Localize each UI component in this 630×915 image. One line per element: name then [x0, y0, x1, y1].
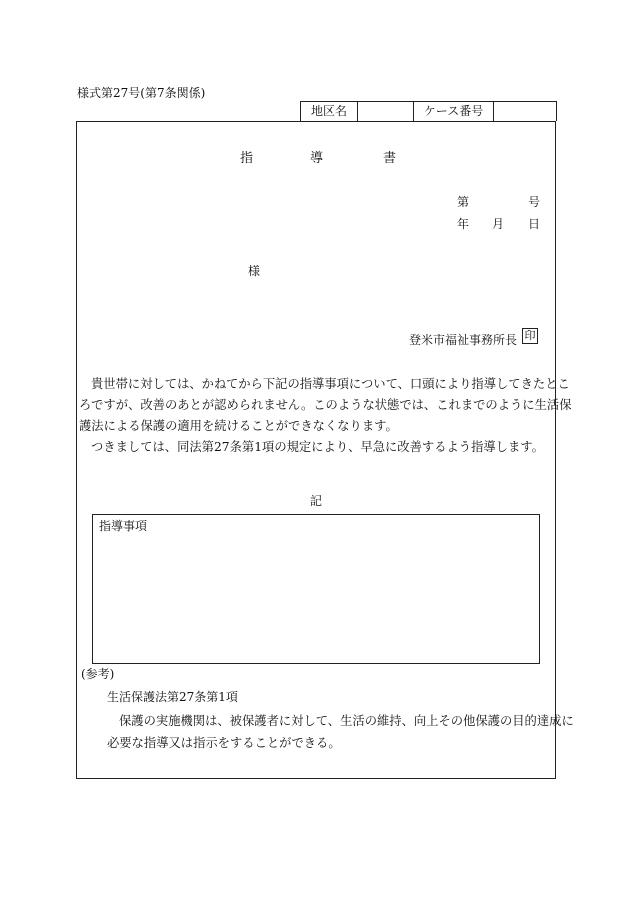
law-line: 必要な指導又は指示をすることができる。 — [107, 736, 341, 750]
case-number-field[interactable] — [494, 102, 556, 121]
date-month: 月 — [492, 217, 505, 231]
document-number-prefix: 第 — [457, 195, 470, 209]
date-year: 年 — [457, 217, 470, 231]
guidance-items-label: 指導事項 — [99, 519, 148, 533]
reference-label: (参考) — [81, 667, 115, 681]
sender-name: 登米市福祉事務所長 — [409, 333, 518, 347]
document-number-suffix: 号 — [528, 195, 541, 209]
title-char-3: 書 — [383, 151, 397, 166]
body-line: ろですが、改善のあとが認められません。このような状態では、これまでのように生活保 — [79, 398, 572, 412]
seal-stamp: 印 — [522, 328, 538, 344]
date-day: 日 — [528, 217, 541, 231]
body-paragraph — [79, 374, 572, 458]
body-line: 貴世帯に対しては、かねてから下記の指導事項について、口頭により指導してきたとこ — [91, 377, 570, 391]
addressee-suffix: 様 — [248, 264, 261, 278]
title-char-1: 指 — [240, 151, 254, 166]
district-label: 地区名 — [301, 102, 358, 121]
body-line: 護法による保護の適用を続けることができなくなります。 — [79, 419, 398, 433]
case-number-label: ケース番号 — [414, 102, 494, 121]
law-text — [107, 710, 574, 754]
district-field[interactable] — [358, 102, 414, 121]
law-title: 生活保護法第27条第1項 — [107, 690, 238, 704]
body-line: つきましては、同法第27条第1項の規定により、早急に改善するよう指導します。 — [91, 440, 544, 454]
title-char-2: 導 — [310, 151, 324, 166]
header-table — [300, 101, 557, 121]
ki-heading: 記 — [310, 494, 323, 508]
law-line: 保護の実施機関は、被保護者に対して、生活の維持、向上その他保護の目的達成に — [119, 714, 574, 728]
guidance-items-box[interactable] — [92, 514, 540, 664]
form-number-label: 様式第27号(第7条関係) — [77, 86, 206, 100]
